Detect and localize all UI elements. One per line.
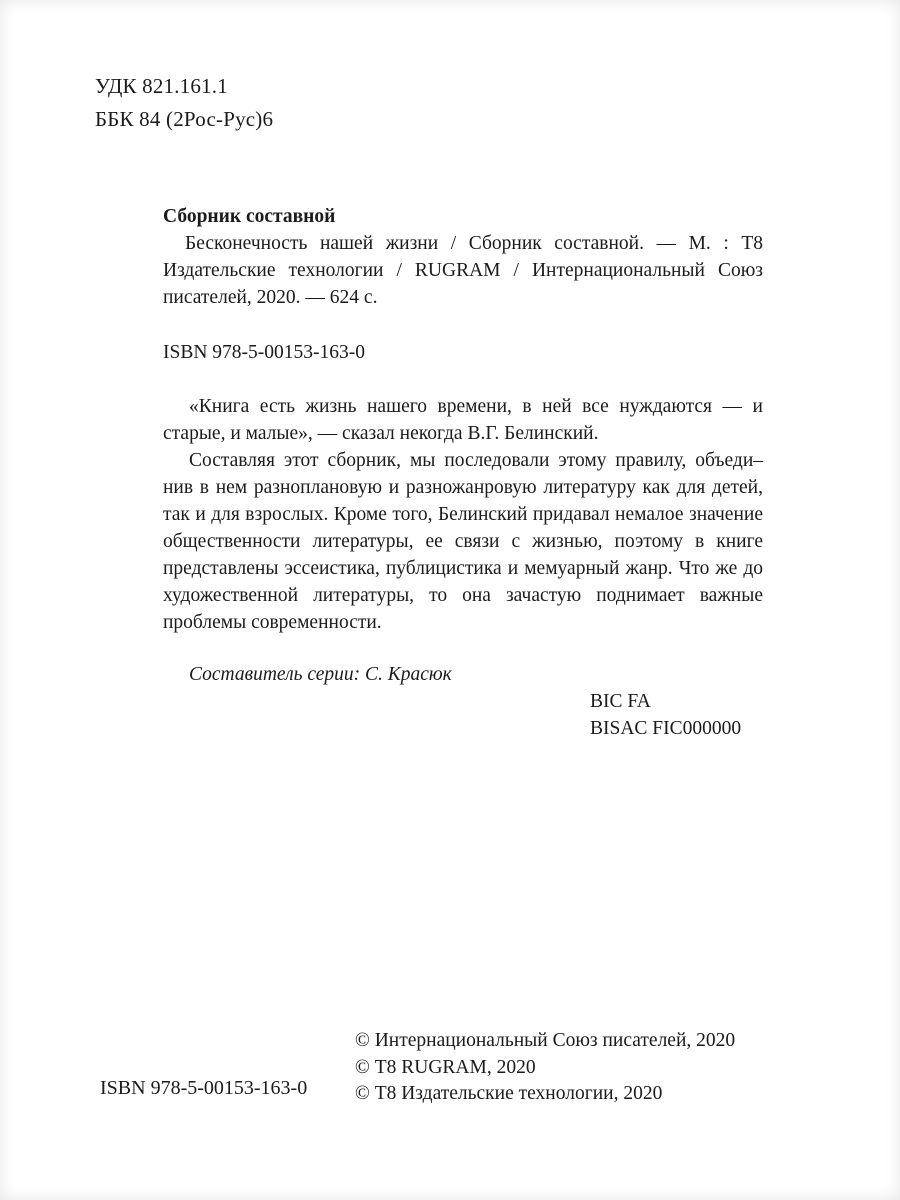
copyright-t8: © Т8 Издательские технологии, 2020 xyxy=(355,1083,663,1104)
trade-classification-codes xyxy=(163,688,763,742)
annotation-paragraph-2: Составляя этот сборник, мы последовали этому правилу, объеди–нив в нем разноплановую и разножанровую литературу как для детей, так и для взрослых. Кроме того, Белинский придавал немалое значение общественности литературы, ее связи с жизнью, поэтому в книге представлены эссеистика, публицистика и мемуарный жанр. Что же до художественной литературы, то она зачастую поднимает важные проблемы современности. xyxy=(163,450,763,633)
bbk-code: ББК 84 (2Рос-Рус)6 xyxy=(95,107,274,131)
bic-code: BIC FA xyxy=(590,691,651,712)
collection-heading: Сборник составной xyxy=(163,206,336,227)
series-compiler: Составитель серии: С. Красюк xyxy=(189,664,452,685)
isbn-bottom: ISBN 978-5-00153-163-0 xyxy=(100,1077,308,1099)
copyright-block xyxy=(355,1028,735,1108)
copyright-rugram: © Т8 RUGRAM, 2020 xyxy=(355,1056,536,1078)
annotation-paragraph-1: «Книга есть жизнь нашего времени, в ней все нуждаются — и старые, и малые», — сказал некогда В.Г. Белинский. xyxy=(163,396,763,444)
copyright-union: © Интернациональный Союз писателей, 2020 xyxy=(355,1030,736,1051)
bisac-code: BISAC FIC000000 xyxy=(590,718,742,739)
imprint-main-block xyxy=(163,203,763,742)
udk-code: УДК 821.161.1 xyxy=(95,74,228,98)
isbn-top: ISBN 978-5-00153-163-0 xyxy=(163,342,366,363)
classification-codes-top xyxy=(95,70,273,136)
bibliographic-description: Бесконечность нашей жизни / Сборник составной. — М. : Т8 Издательские технологии / RUGRAM / Интернациональный Союз писателей, 2020. — 624 с. xyxy=(163,233,763,308)
